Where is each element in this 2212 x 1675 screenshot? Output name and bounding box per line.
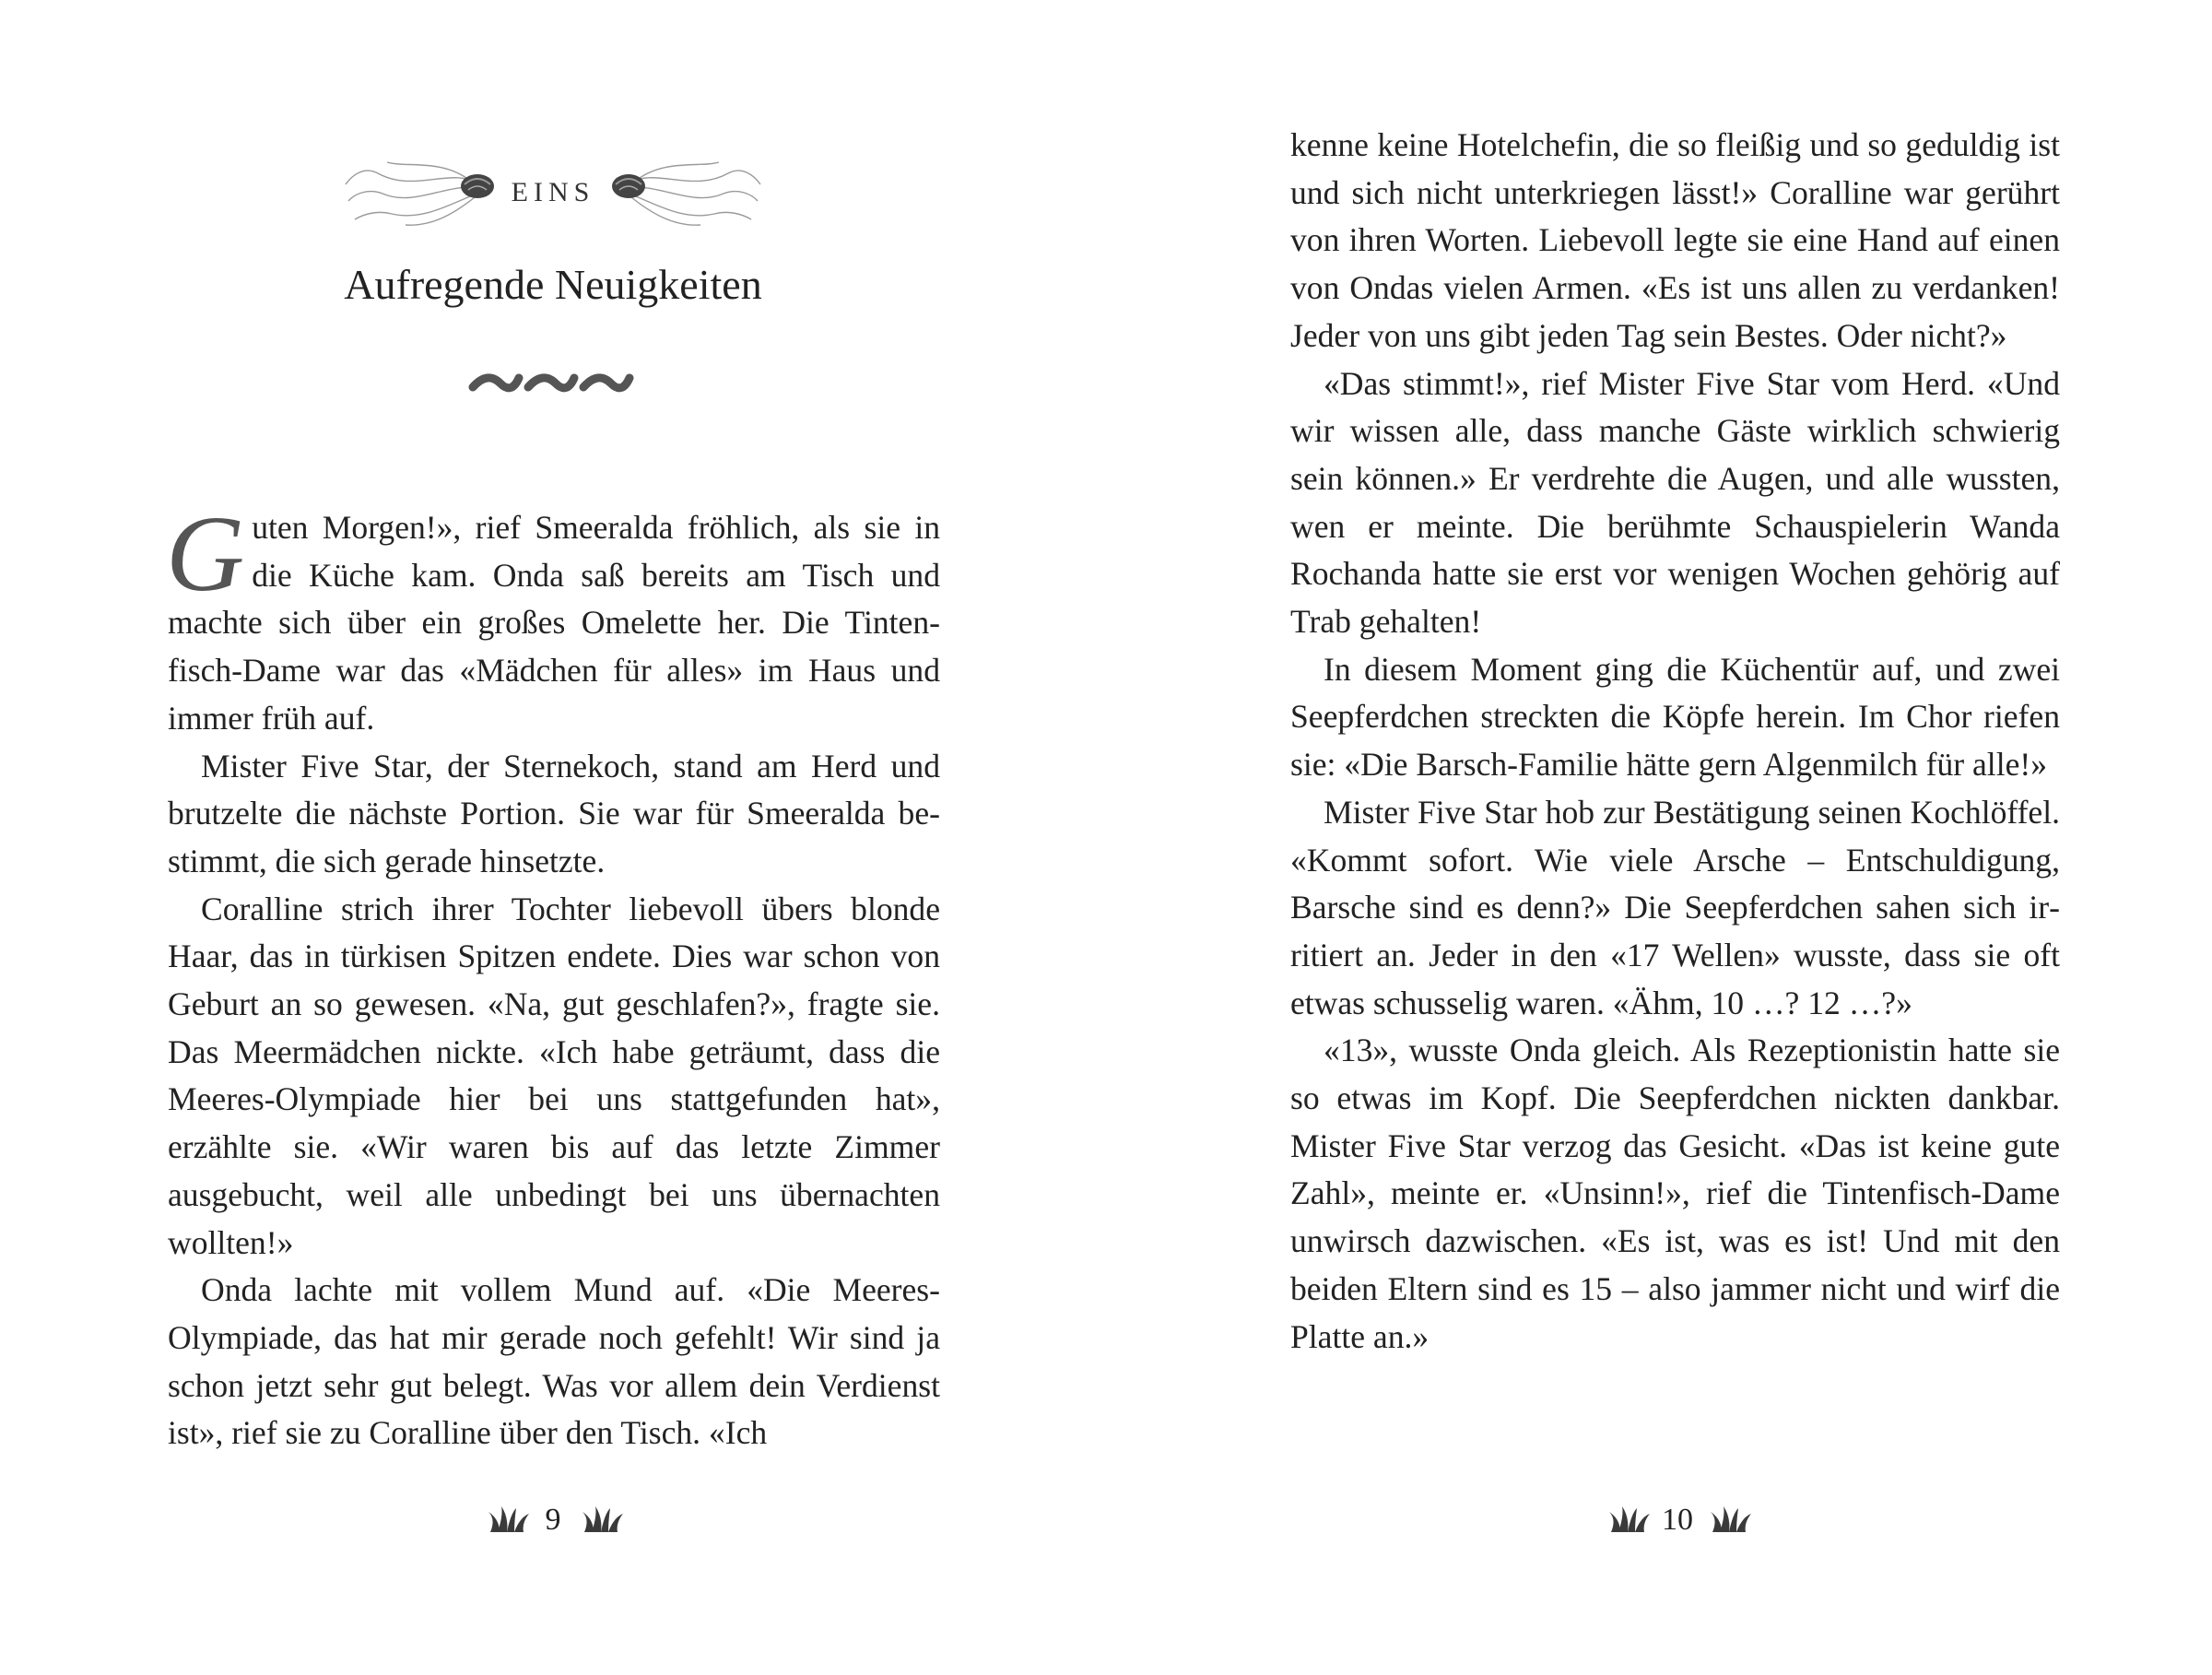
wave-ornament-icon <box>465 360 641 406</box>
paragraph: «13», wusste Onda gleich. Als Rezeptionistin hatte sie so etwas im Kopf. Die Seepferdchen nickten dankbar. Mister Five Star verzog das Gesicht. «Das ist keine gute Zahl», meinte er. «Unsinn!», rief die Tintenfisch-Dame unwirsch dazwischen. «Es ist, was es ist! Und mit den beiden Eltern sind es 15 – also jammer nicht und wirf die Platte an.» <box>1290 1032 2060 1355</box>
paragraph: Onda lachte mit vollem Mund auf. «Die Meeres-Olympiade, das hat mir gerade noch gefehlt! Wir sind ja schon jetzt sehr gut belegt. Was vor allem dein Verdienst ist», rief sie zu Coralline über den Tisch. «Ich <box>168 1271 940 1452</box>
chapter-number: EINS <box>511 177 595 207</box>
page-number: 9 <box>545 1503 561 1537</box>
paragraph: «Das stimmt!», rief Mister Five Star vom Herd. «Und wir wissen alle, dass manche Gäste wirklich schwierig sein können.» Er verdrehte die Augen, und alle wussten, wen er meinte. Die berühmte Schauspielerin Wanda Rochanda hatte sie erst vor wenigen Wochen gehörig auf Trab gehalten! <box>1290 364 2060 641</box>
chapter-header <box>341 157 765 230</box>
paragraph: In diesem Moment ging die Küchentür auf, und zwei Seepferdchen streckten die Köpfe herein. Im Chor riefen sie: «Die Barsch-Familie hätte gern Algenmilch für alle!» <box>1290 650 2060 784</box>
grass-ornament-icon <box>581 1506 625 1534</box>
paragraph: Coralline strich ihrer Tochter liebevoll übers blonde Haar, das in türkisen Spitzen endete. Dies war schon von Geburt an so gewesen. «Na, gut geschlafen?», fragte sie. Das Meermädchen nickte. «Ich habe geträumt, dass die Meeres-Olympiade hier bei uns stattgefunden hat», erzählte sie. «Wir waren bis auf das letzte Zimmer ausgebucht, weil alle unbedingt bei uns übernachten wollten!» <box>168 890 940 1261</box>
page-footer <box>461 1503 645 1539</box>
page-number: 10 <box>1662 1503 1693 1537</box>
paragraph: Mister Five Star, der Sternekoch, stand am Herd und brutzelte die nächste Portion. Sie war für Smeeralda bestimmt, die sich gerade hinsetzte. <box>168 747 940 879</box>
chapter-title: Aufregende Neuigkeiten <box>344 261 762 308</box>
page-footer <box>1585 1503 1770 1539</box>
drop-cap: G <box>166 493 245 614</box>
left-body-text <box>166 493 940 1457</box>
paragraph: kenne keine Hotelchefin, die so fleißig und so geduldig ist und sich nicht unterkriegen lässt!» Coralline war gerührt von ihren Worten. Liebevoll legte sie eine Hand auf einen von Ondas vielen Armen. «Es ist uns allen zu verdanken! Jeder von uns gibt jeden Tag sein Bestes. Oder nicht?» <box>1290 126 2060 354</box>
paragraph: Guten Morgen!», rief Smeeralda fröhlich, als sie in die Küche kam. Onda saß bereits am Tisch und machte sich über ein großes Omelette her. Die Tintenfisch-Dame war das «Mädchen für alles» im Haus und immer früh auf. <box>166 493 940 737</box>
right-shell-ornament-icon <box>608 157 765 230</box>
paragraph: Mister Five Star hob zur Bestätigung seinen Kochlöffel. «Kommt sofort. Wie viele Arsche – Entschuldigung, Barsche sind es denn?» Die Seepferdchen sahen sich irritiert an. Jeder in den «17 Wellen» wusste, dass sie oft etwas schusselig waren. «Ähm, 10 …? 12 …?» <box>1290 793 2060 1021</box>
right-body-text <box>1290 122 2060 1361</box>
grass-ornament-icon <box>1709 1506 1753 1534</box>
